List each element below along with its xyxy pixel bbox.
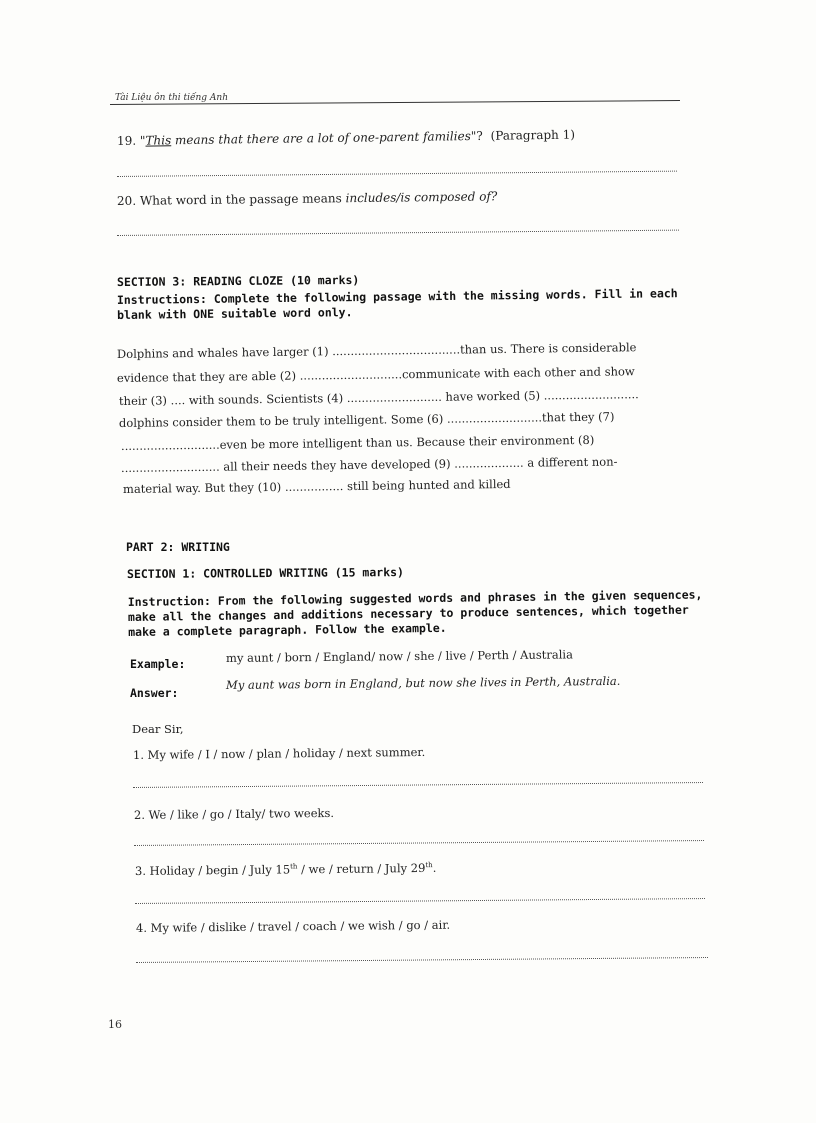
- cloze-line-5: ...........................even be more intelligent than us. Because their environment (8): [120, 432, 595, 453]
- cloze-line-4: dolphins consider them to be truly intelligent. Some (6) ..........................that they (7): [118, 409, 615, 430]
- answer-line-w1[interactable]: [133, 782, 703, 788]
- question-19: 19. "This means that there are a lot of one-parent families"? (Paragraph 1): [116, 127, 576, 148]
- paragraph-reference: (Paragraph 1): [490, 127, 576, 143]
- answer-line-19[interactable]: [117, 171, 677, 177]
- part-2-instructions: Instruction: From the following suggested words and phrases in the given sequences, make all the changes and additions necessary to produce sentences, which together make a complete paragraph. Follow the example.: [127, 587, 703, 639]
- example-text: my aunt / born / England/ now / she / live / Perth / Australia: [225, 647, 574, 665]
- section-3-title: SECTION 3: READING CLOZE (10 marks): [116, 272, 360, 289]
- writing-item-3: 3. Holiday / begin / July 15th / we / return / July 29th.: [134, 860, 437, 878]
- answer-line-w4[interactable]: [136, 957, 708, 963]
- answer-line-w2[interactable]: [134, 840, 704, 846]
- cloze-line-1: Dolphins and whales have larger (1) ...................................than us. There is considerable: [116, 340, 637, 361]
- writing-item-2: 2. We / like / go / Italy/ two weeks.: [133, 805, 335, 822]
- answer-label: Answer:: [130, 686, 179, 700]
- underlined-word: This: [145, 133, 172, 148]
- writing-item-4: 4. My wife / dislike / travel / coach / we wish / go / air.: [135, 917, 451, 935]
- section-1-title: SECTION 1: CONTROLLED WRITING (15 marks): [126, 565, 404, 581]
- cloze-line-3: their (3) .... with sounds. Scientists (4) .......................... have worked (5) ..........................: [118, 387, 639, 408]
- page-number: 16: [108, 1018, 122, 1031]
- cloze-line-2: evidence that they are able (2) ............................communicate with each other and show: [116, 364, 635, 385]
- answer-line-w3[interactable]: [135, 898, 705, 904]
- header-title: Tài Liệu ôn thi tiếng Anh: [115, 93, 229, 103]
- answer-line-20[interactable]: [117, 230, 679, 236]
- cloze-line-7: material way. But they (10) ................ still being hunted and killed: [122, 476, 511, 496]
- part-2-title: PART 2: WRITING: [126, 540, 230, 554]
- cloze-line-6: ........................... all their needs they have developed (9) ................... a different non-: [120, 454, 618, 475]
- section-3-instructions: Instructions: Complete the following passage with the missing words. Fill in each blank with ONE suitable word only.: [116, 286, 678, 322]
- salutation: Dear Sir,: [132, 722, 184, 736]
- question-20: 20. What word in the passage means includes/is composed of?: [116, 189, 498, 208]
- answer-text: My aunt was born in England, but now she lives in Perth, Australia.: [225, 673, 621, 692]
- example-label: Example:: [130, 657, 186, 671]
- writing-item-1: 1. My wife / I / now / plan / holiday / next summer.: [132, 744, 426, 762]
